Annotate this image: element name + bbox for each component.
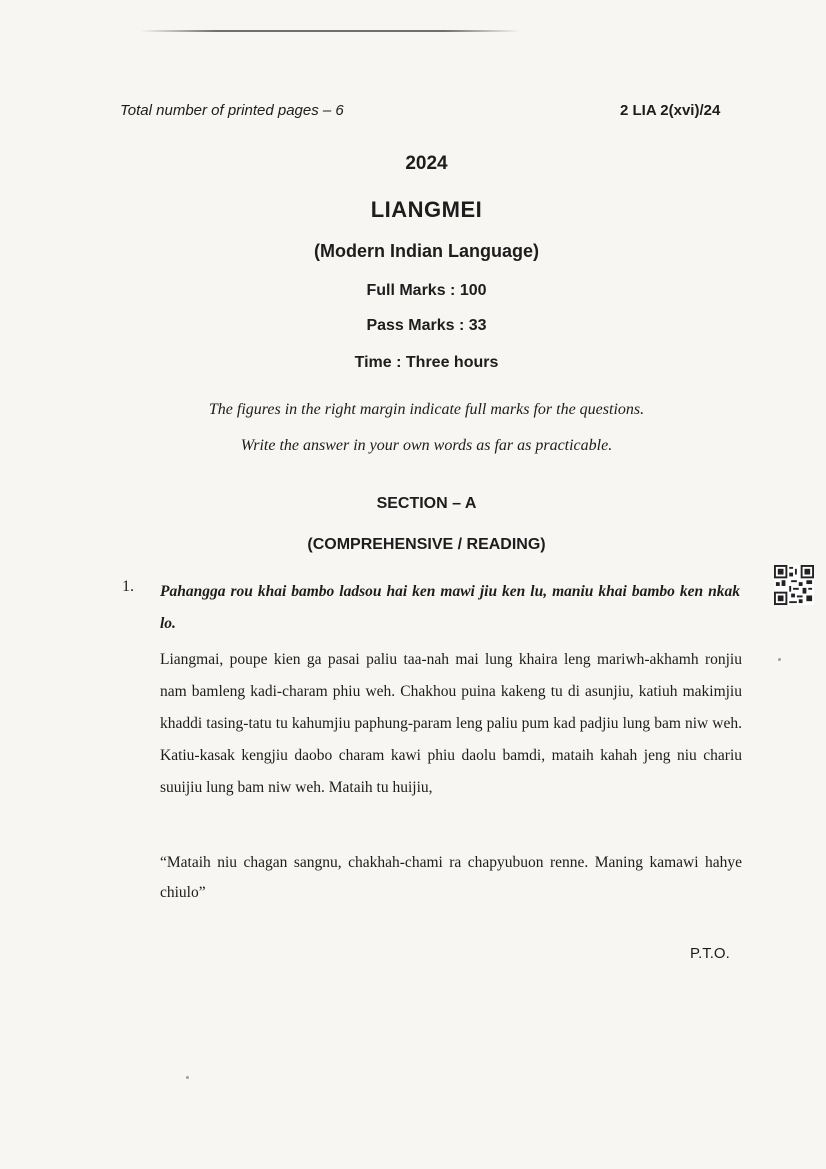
exam-time: Time : Three hours [354, 354, 499, 371]
exam-year: 2024 [405, 153, 448, 174]
paper-code: 2 LIA 2(xvi)/24 [620, 102, 721, 119]
printed-pages-note: Total number of printed pages – 6 [120, 102, 344, 119]
full-marks: Full Marks : 100 [366, 282, 487, 299]
section-subtitle: (COMPREHENSIVE / READING) [307, 536, 546, 553]
pass-marks: Pass Marks : 33 [366, 317, 487, 334]
please-turn-over: P.T.O. [690, 945, 730, 962]
scan-speck [778, 658, 781, 661]
reading-passage: Liangmai, poupe kien ga pasai paliu taa-nah mai lung khaira leng mariwh-akhamh ronjiu nam bamleng kadi-charam phiu weh. Chakhou puina kakeng tu di asunjiu, katiuh makimjiu khaddi tasing-tatu tu kahumjiu paphung-param leng paliu pum kad padjiu lung bam niw weh. Katiu-kasak kengjiu daobo charam kawi phiu daolu bamdi, mataih kahah jeng niu chariu suuijiu lung bam niw weh. Mataih tu huijiu, [160, 651, 742, 796]
question-number: 1. [122, 578, 134, 595]
instruction-marks: The figures in the right margin indicate full marks for the questions. [208, 401, 645, 418]
scan-speck [186, 1076, 189, 1079]
question-prompt: Pahangga rou khai bambo ladsou hai ken mawi jiu ken lu, maniu khai bambo ken nkak lo. [160, 583, 740, 632]
subject-subtitle: (Modern Indian Language) [314, 241, 539, 261]
qr-code-icon [774, 565, 814, 605]
passage-quote: “Mataih niu chagan sangnu, chakhah-chami ra chapyubuon renne. Maning kamawi hahye chiulo” [160, 854, 742, 901]
instruction-own-words: Write the answer in your own words as far as practicable. [240, 437, 613, 454]
top-divider [140, 30, 520, 32]
section-title: SECTION – A [376, 495, 477, 512]
subject-title: LIANGMEI [370, 197, 483, 222]
